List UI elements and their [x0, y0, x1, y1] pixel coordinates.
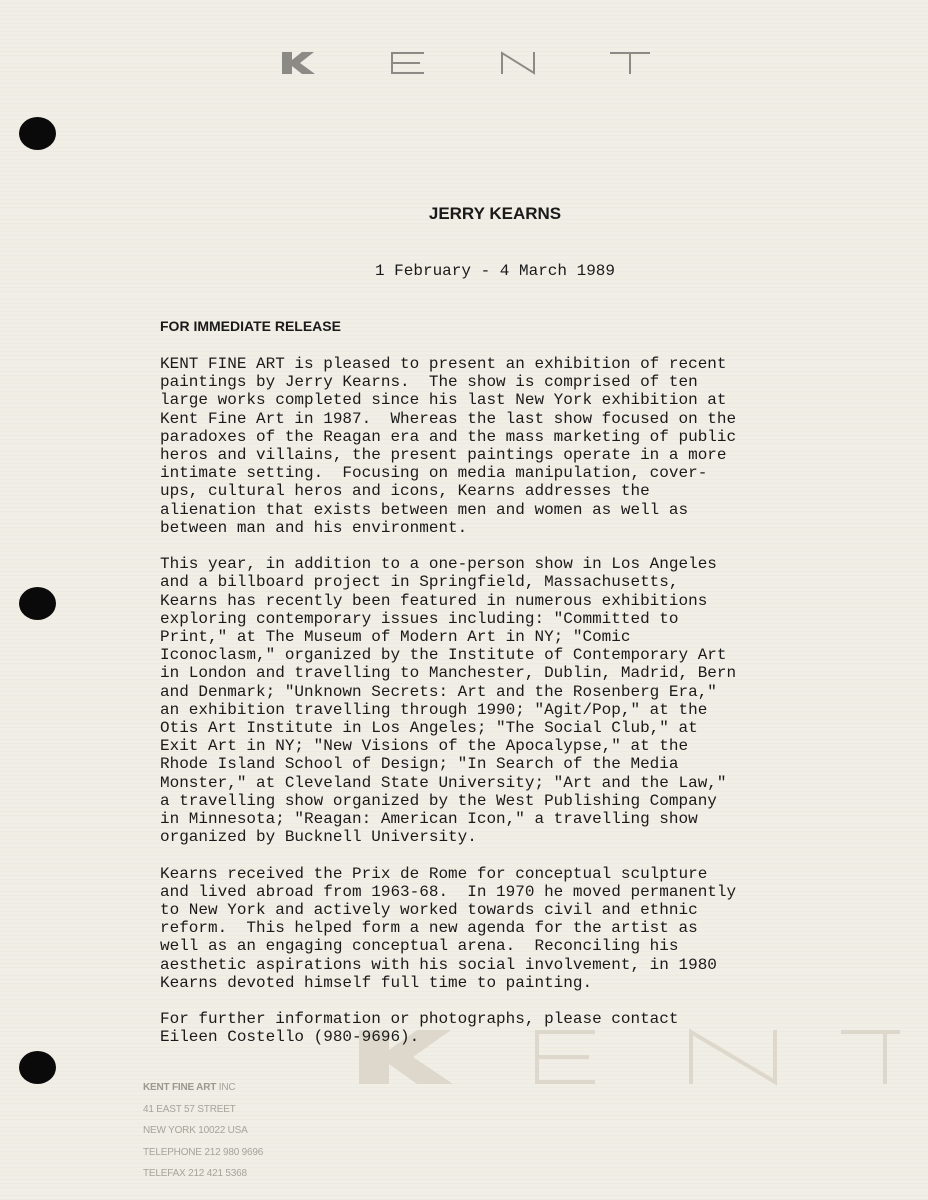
press-release-body [160, 355, 840, 1065]
letterhead-address-line1: 41 EAST 57 STREET [143, 1103, 236, 1115]
paragraph-contact: For further information or photographs, please contact Eileen Costello (980-9696). [160, 1010, 679, 1047]
letterhead-address-line2: NEW YORK 10022 USA [143, 1125, 248, 1136]
binder-hole-bottom [19, 1051, 56, 1084]
letterhead-telephone: TELEPHONE 212 980 9696 [143, 1146, 264, 1158]
letterhead-address-block [143, 1082, 263, 1190]
letterhead-company-suffix: INC [218, 1082, 236, 1093]
release-label: FOR IMMEDIATE RELEASE [160, 318, 341, 334]
letterhead-company-name: KENT FINE ART [143, 1082, 217, 1093]
letterhead-telefax: TELEFAX 212 421 5368 [143, 1168, 247, 1179]
paragraph-biography: Kearns received the Prix de Rome for conceptual sculpture and lived abroad from 1963-68. In 1970 he moved permanently to New York and actively worked towards civil and ethnic reform. This helped form a new agenda for the artist as well as an engaging conceptual arena. Reconciling his aesthetic aspirations with his social involvement, in 1980 Kearns devoted himself full time to painting. [160, 864, 737, 992]
exhibition-title: JERRY KEARNS [428, 204, 562, 223]
paragraph-exhibitions: This year, in addition to a one-person show in Los Angeles and a billboard project in Springfield, Massachusetts, Kearns has recently been featured in numerous exhibitions exploring contemporary issues including: "Committed to Print," at The Museum of Modern Art in NY; "Comic Iconoclasm," organized by the Institute of Contemporary Art in London and travelling to Manchester, Dublin, Madrid, Bern and Denmark; "Unknown Secrets: Art and the Rosenberg Era," an exhibition travelling through 1990; "Agit/Pop," at the Otis Art Institute in Los Angeles; "The Social Club," at Exit Art in NY; "New Visions of the Apocalypse," at the Rhode Island School of Design; "In Search of the Media Monster," at Cleveland State University; "Art and the Law," a travelling show organized by the West Publishing Company in Minnesota; "Reagan: American Icon," a travelling show organized by Bucknell University. [160, 555, 737, 847]
paragraph-intro: KENT FINE ART is pleased to present an exhibition of recent paintings by Jerry Kearns. The show is comprised of ten large works completed since his last New York exhibition at Kent Fine Art in 1987. Whereas the last show focused on the paradoxes of the Reagan era and the mass marketing of public heros and villains, the present paintings operate in a more intimate setting. Focusing on media manipulation, cover- ups, cultural heros and icons, Kearns addresses the alienation that exists between men and women as well as between man and his environment. [160, 355, 737, 537]
binder-hole-middle [19, 587, 56, 620]
kent-logo [280, 50, 650, 76]
letterhead-name-line [143, 1082, 263, 1104]
exhibition-dates: 1 February - 4 March 1989 [374, 262, 616, 280]
binder-hole-top [19, 117, 56, 150]
